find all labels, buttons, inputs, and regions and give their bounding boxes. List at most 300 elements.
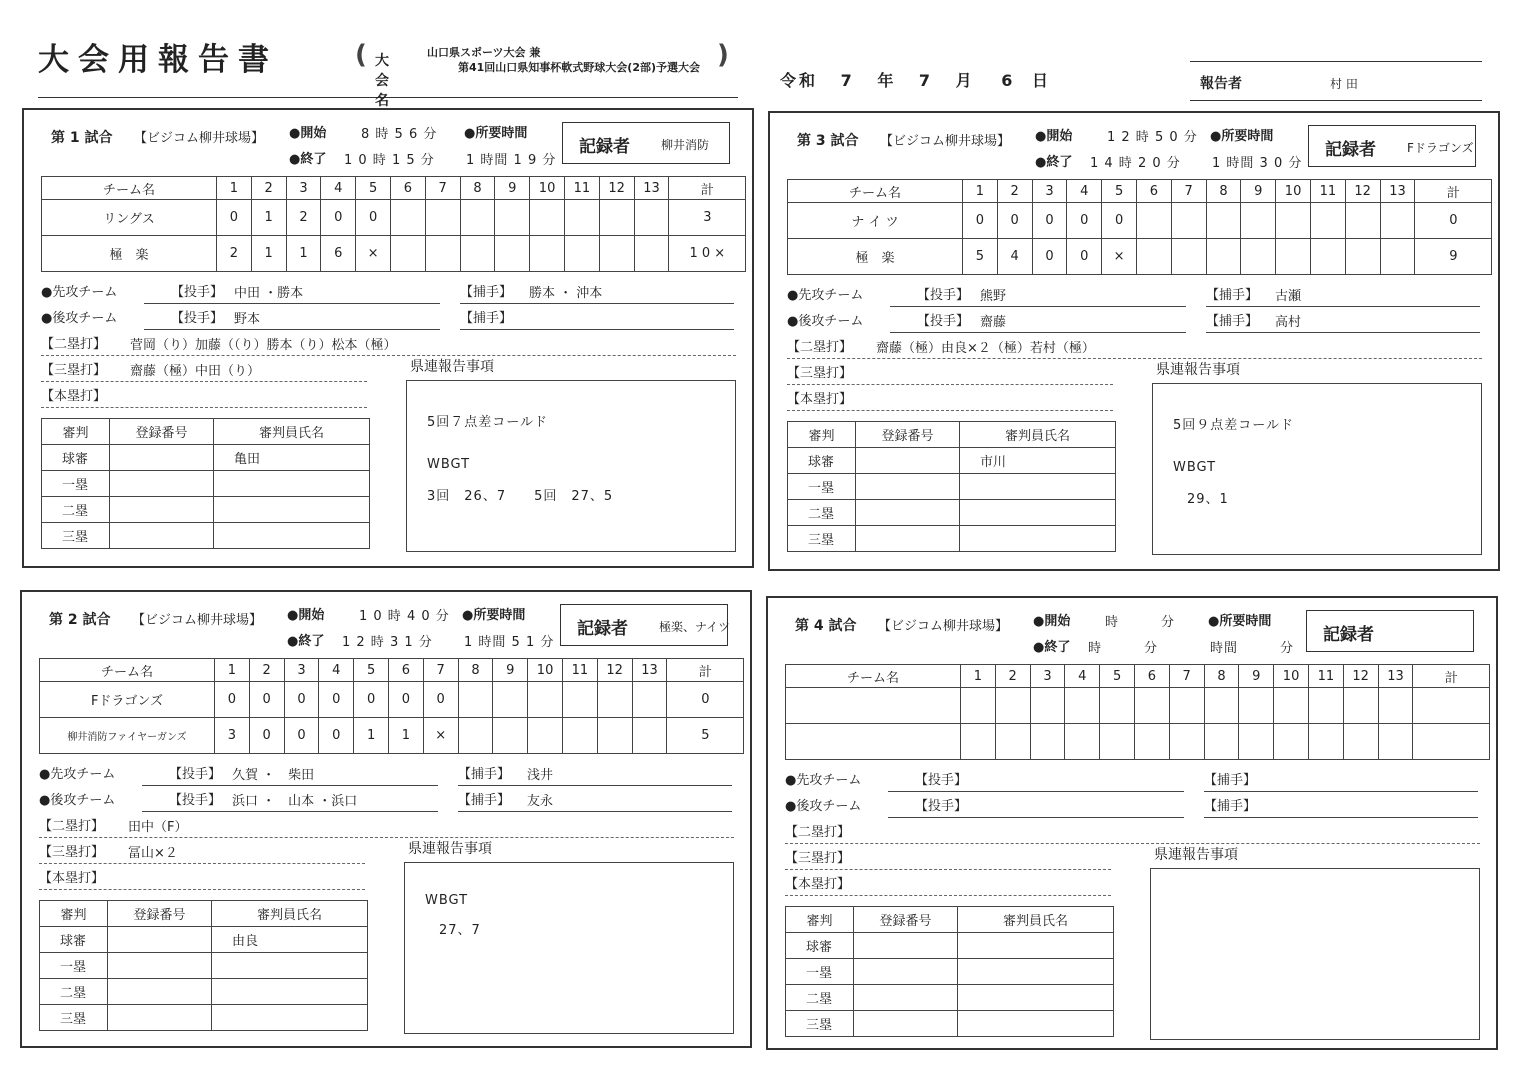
- team-name-cell: Fドラゴンズ: [40, 682, 215, 718]
- inning-header: 10: [530, 177, 565, 200]
- inning-header: 11: [1310, 180, 1345, 203]
- umpire-name-header: 審判員氏名: [960, 422, 1116, 448]
- inning-score-cell: ×: [356, 236, 391, 272]
- inning-header: 1: [217, 177, 252, 200]
- bottom-team-label: ●後攻チーム: [39, 793, 116, 808]
- table-row: [788, 474, 1116, 500]
- inning-header: 9: [1239, 665, 1274, 688]
- inning-header: 4: [1065, 665, 1100, 688]
- inning-score-cell: [961, 688, 996, 724]
- inning-header: 12: [1345, 180, 1380, 203]
- top-team-label: ●先攻チーム: [785, 773, 862, 788]
- inning-header: 1: [963, 180, 998, 203]
- inning-score-cell: [1380, 203, 1415, 239]
- top-pitcher-label: 【投手】: [915, 773, 968, 788]
- triples-label: 【三塁打】: [785, 851, 851, 866]
- team-name-cell: 極 楽: [42, 236, 217, 272]
- report-note-line: 5回９点差コールド: [1173, 418, 1295, 433]
- table-row: [40, 953, 368, 979]
- report-notes-title: 県連報告事項: [408, 841, 492, 857]
- table-row: [42, 523, 370, 549]
- bottom-pitcher-value: 浜口 ・ 山本 ・浜口: [232, 794, 358, 809]
- bottom-pitcher-value: 野本: [234, 312, 261, 327]
- inning-score-cell: [495, 236, 530, 272]
- bottom-catcher-rule: [460, 329, 734, 330]
- game-number: 第 2 試合: [49, 612, 111, 628]
- game-number: 第 3 試合: [797, 133, 859, 149]
- team-name-cell: [786, 724, 961, 760]
- top-catcher-rule: [458, 785, 732, 786]
- umpire-table: [785, 906, 1114, 1037]
- bottom-team-label: ●後攻チーム: [785, 799, 862, 814]
- umpire-name: 由良: [212, 927, 368, 953]
- inning-score-cell: [1310, 203, 1345, 239]
- total-score-cell: 9: [1415, 239, 1492, 275]
- umpire-reg-no: [854, 985, 958, 1011]
- homers-rule: [41, 407, 367, 408]
- table-row: [40, 718, 744, 754]
- umpire-header: 審判: [788, 422, 856, 448]
- date-day-unit: 日: [1031, 71, 1051, 90]
- umpire-name: [958, 933, 1114, 959]
- inning-header: 5: [354, 659, 389, 682]
- end-label: ●終了: [1035, 155, 1073, 170]
- inning-header: 5: [1102, 180, 1137, 203]
- start-time: 時 分: [1105, 615, 1176, 630]
- inning-header: 9: [493, 659, 528, 682]
- inning-score-cell: [390, 200, 425, 236]
- game-panel-3: [20, 590, 752, 1048]
- table-row: [786, 688, 1490, 724]
- table-row: [40, 927, 368, 953]
- umpire-name: [212, 953, 368, 979]
- team-name-header: チーム名: [786, 665, 961, 688]
- inning-score-cell: 0: [1032, 203, 1067, 239]
- reporter-top-rule: [1190, 61, 1482, 62]
- inning-score-cell: [599, 200, 634, 236]
- umpire-reg-no: [856, 448, 960, 474]
- inning-score-cell: [1030, 724, 1065, 760]
- umpire-name: [958, 1011, 1114, 1037]
- recorder-box: [1306, 610, 1474, 652]
- inning-score-cell: 0: [319, 718, 354, 754]
- inning-score-cell: 0: [354, 682, 389, 718]
- start-label: ●開始: [289, 126, 327, 141]
- umpire-name: [960, 500, 1116, 526]
- inning-score-cell: 0: [215, 682, 250, 718]
- umpire-position: 一塁: [786, 959, 854, 985]
- inning-score-cell: ×: [1102, 239, 1137, 275]
- homers-label: 【本塁打】: [787, 392, 853, 407]
- bottom-catcher-rule: [458, 811, 732, 812]
- inning-score-cell: [530, 236, 565, 272]
- report-note-line: 3回 26、7 5回 27、5: [427, 489, 614, 504]
- report-notes-box: [1152, 383, 1482, 555]
- date-month: 7: [918, 71, 934, 90]
- inning-header: 13: [1380, 180, 1415, 203]
- report-note-line: WBGT: [1173, 460, 1217, 475]
- umpire-position: 二塁: [786, 985, 854, 1011]
- reg-no-header: 登録番号: [854, 907, 958, 933]
- inning-score-cell: [460, 236, 495, 272]
- homers-label: 【本塁打】: [41, 389, 107, 404]
- inning-score-cell: [1343, 724, 1378, 760]
- inning-score-cell: [1378, 724, 1413, 760]
- top-catcher-value: 浅井: [527, 768, 554, 783]
- umpire-position: 一塁: [42, 471, 110, 497]
- inning-header: 2: [249, 659, 284, 682]
- inning-score-cell: [1171, 239, 1206, 275]
- table-row: [788, 239, 1492, 275]
- inning-score-cell: [564, 200, 599, 236]
- recorder-label: 記録者: [1323, 625, 1374, 645]
- inning-header: 8: [458, 659, 493, 682]
- umpire-position: 三塁: [788, 526, 856, 552]
- bottom-catcher-label: 【捕手】: [460, 311, 513, 326]
- team-name-header: チーム名: [42, 177, 217, 200]
- close-bracket-icon: ): [717, 40, 729, 70]
- date-year-unit: 年: [877, 71, 897, 90]
- inning-header: 4: [321, 177, 356, 200]
- inning-score-cell: [634, 236, 669, 272]
- inning-score-cell: [1100, 724, 1135, 760]
- total-header: 計: [1413, 665, 1490, 688]
- recorder-label: 記録者: [579, 137, 630, 157]
- umpire-name: [958, 959, 1114, 985]
- inning-header: 4: [319, 659, 354, 682]
- table-row: [40, 682, 744, 718]
- team-name-cell: [786, 688, 961, 724]
- doubles-rule: [785, 843, 1480, 844]
- inning-header: 7: [425, 177, 460, 200]
- bottom-catcher-label: 【捕手】: [1204, 799, 1257, 814]
- umpire-reg-no: [108, 927, 212, 953]
- inning-header: 8: [460, 177, 495, 200]
- inning-header: 3: [1030, 665, 1065, 688]
- inning-score-cell: [1241, 203, 1276, 239]
- doubles-label: 【二塁打】: [785, 825, 851, 840]
- inning-score-cell: 0: [321, 200, 356, 236]
- umpire-reg-no: [110, 497, 214, 523]
- table-row: [788, 500, 1116, 526]
- inning-score-cell: 0: [1102, 203, 1137, 239]
- bottom-catcher-label: 【捕手】: [458, 793, 511, 808]
- umpire-header: 審判: [40, 901, 108, 927]
- tournament-name-line2: 第41回山口県知事杯軟式野球大会(2部)予選大会: [458, 61, 701, 74]
- inning-score-cell: [1345, 239, 1380, 275]
- bottom-pitcher-rule: [142, 811, 438, 812]
- date-era: 令和: [780, 71, 819, 90]
- inning-score-cell: 0: [284, 718, 319, 754]
- duration-value: 1 時間 1 9 分: [466, 153, 557, 168]
- umpire-position: 二塁: [40, 979, 108, 1005]
- duration-label: ●所要時間: [464, 126, 528, 141]
- recorder-box: [562, 122, 730, 164]
- inning-score-cell: [597, 718, 632, 754]
- doubles-value: 菅岡（り）加藤（（り）勝本（り）松本（極）: [130, 338, 397, 353]
- homers-label: 【本塁打】: [39, 871, 105, 886]
- inning-score-cell: [1274, 724, 1309, 760]
- umpire-name: [960, 526, 1116, 552]
- top-pitcher-value: 熊野: [980, 289, 1007, 304]
- recorder-name: 柳井消防: [661, 138, 710, 152]
- inning-score-cell: 2: [217, 236, 252, 272]
- top-pitcher-rule: [890, 306, 1186, 307]
- table-row: [788, 448, 1116, 474]
- table-row: [788, 203, 1492, 239]
- start-label: ●開始: [287, 608, 325, 623]
- umpire-header: 審判: [786, 907, 854, 933]
- inning-header: 10: [1276, 180, 1311, 203]
- umpire-reg-no: [856, 526, 960, 552]
- inning-score-cell: 0: [388, 682, 423, 718]
- inning-header: 11: [1308, 665, 1343, 688]
- inning-score-cell: [1204, 724, 1239, 760]
- inning-header: 10: [1274, 665, 1309, 688]
- inning-score-cell: [1239, 724, 1274, 760]
- homers-rule: [787, 410, 1113, 411]
- umpire-position: 二塁: [788, 500, 856, 526]
- reg-no-header: 登録番号: [110, 419, 214, 445]
- inning-score-cell: [1276, 239, 1311, 275]
- bottom-pitcher-value: 齋藤: [980, 315, 1007, 330]
- report-date: [780, 68, 1051, 91]
- inning-score-cell: [1274, 688, 1309, 724]
- inning-header: 11: [562, 659, 597, 682]
- total-score-cell: 0: [1415, 203, 1492, 239]
- triples-rule: [785, 869, 1111, 870]
- inning-header: 3: [1032, 180, 1067, 203]
- reporter-name: 村 田: [1330, 77, 1358, 91]
- reporter-bottom-rule: [1190, 100, 1482, 101]
- doubles-rule: [39, 837, 734, 838]
- inning-score-cell: [425, 200, 460, 236]
- game-number: 第 1 試合: [51, 130, 113, 146]
- report-note-line: 5回７点差コールド: [427, 415, 549, 430]
- umpire-position: 二塁: [42, 497, 110, 523]
- bottom-pitcher-label: 【投手】: [169, 793, 222, 808]
- inning-score-cell: 5: [963, 239, 998, 275]
- inning-score-cell: [495, 200, 530, 236]
- tournament-label: 大会名: [375, 53, 389, 109]
- inning-score-cell: [995, 688, 1030, 724]
- inning-header: 6: [1136, 180, 1171, 203]
- inning-score-cell: [528, 718, 563, 754]
- inning-score-cell: [1378, 688, 1413, 724]
- end-time: 1 4 時 2 0 分: [1090, 156, 1181, 171]
- table-row: [788, 526, 1116, 552]
- inning-score-cell: [493, 718, 528, 754]
- game-venue: 【ビジコム柳井球場】: [880, 134, 1011, 149]
- umpire-position: 一塁: [40, 953, 108, 979]
- report-title: 大会用報告書: [38, 42, 278, 78]
- table-row: [40, 1005, 368, 1031]
- triples-label: 【三塁打】: [41, 363, 107, 378]
- umpire-header: 審判: [42, 419, 110, 445]
- game-venue: 【ビジコム柳井球場】: [132, 613, 263, 628]
- triples-rule: [39, 863, 365, 864]
- game-panel-1: [22, 108, 754, 568]
- bottom-team-label: ●後攻チーム: [787, 314, 864, 329]
- inning-score-cell: [1169, 688, 1204, 724]
- umpire-name: [214, 523, 370, 549]
- umpire-name: 亀田: [214, 445, 370, 471]
- top-pitcher-label: 【投手】: [171, 285, 224, 300]
- top-catcher-label: 【捕手】: [458, 767, 511, 782]
- report-note-line: 27、7: [425, 923, 481, 938]
- doubles-label: 【二塁打】: [41, 337, 107, 352]
- inning-score-cell: [1241, 239, 1276, 275]
- table-row: [786, 959, 1114, 985]
- reporter-label: 報告者: [1200, 76, 1242, 92]
- total-header: 計: [1415, 180, 1492, 203]
- triples-label: 【三塁打】: [787, 366, 853, 381]
- inning-score-cell: [634, 200, 669, 236]
- umpire-reg-no: [854, 1011, 958, 1037]
- report-notes-box: [404, 862, 734, 1034]
- top-catcher-label: 【捕手】: [1206, 288, 1259, 303]
- umpire-position: 三塁: [40, 1005, 108, 1031]
- inning-score-cell: [1169, 724, 1204, 760]
- homers-label: 【本塁打】: [785, 877, 851, 892]
- inning-score-cell: 0: [356, 200, 391, 236]
- tournament-name-line1: 山口県スポーツ大会 兼: [427, 46, 541, 59]
- recorder-label: 記録者: [577, 619, 628, 639]
- umpire-reg-no: [108, 953, 212, 979]
- inning-header: 6: [1134, 665, 1169, 688]
- inning-header: 8: [1204, 665, 1239, 688]
- inning-score-cell: [1030, 688, 1065, 724]
- umpire-position: 球審: [788, 448, 856, 474]
- bottom-catcher-label: 【捕手】: [1206, 314, 1259, 329]
- recorder-box: [560, 604, 731, 646]
- duration-value: 1 時間 5 1 分: [464, 635, 555, 650]
- inning-score-cell: [1065, 724, 1100, 760]
- start-time: 1 2 時 5 0 分: [1107, 130, 1198, 145]
- inning-header: 9: [495, 177, 530, 200]
- bottom-catcher-rule: [1206, 332, 1480, 333]
- top-pitcher-rule: [888, 791, 1184, 792]
- total-score-cell: 1 0 ×: [669, 236, 746, 272]
- table-row: [786, 724, 1490, 760]
- homers-rule: [39, 889, 365, 890]
- doubles-rule: [787, 358, 1482, 359]
- table-row: [40, 979, 368, 1005]
- table-row: [42, 236, 746, 272]
- top-pitcher-rule: [142, 785, 438, 786]
- bottom-catcher-rule: [1204, 817, 1478, 818]
- inning-score-cell: [961, 724, 996, 760]
- recorder-name: 極楽、ナイツ: [659, 620, 731, 634]
- inning-score-cell: 0: [319, 682, 354, 718]
- inning-score-cell: 3: [215, 718, 250, 754]
- inning-header: 10: [528, 659, 563, 682]
- inning-score-cell: [1239, 688, 1274, 724]
- report-note-line: WBGT: [427, 457, 471, 472]
- umpire-position: 三塁: [786, 1011, 854, 1037]
- start-label: ●開始: [1035, 129, 1073, 144]
- inning-score-cell: [562, 682, 597, 718]
- doubles-label: 【二塁打】: [787, 340, 853, 355]
- top-catcher-value: 勝本 ・ 沖本: [529, 286, 603, 301]
- triples-value: 齋藤（極）中田（り）: [130, 364, 261, 379]
- inning-header: 13: [632, 659, 667, 682]
- inning-score-cell: 0: [284, 682, 319, 718]
- umpire-position: 三塁: [42, 523, 110, 549]
- inning-score-cell: [530, 200, 565, 236]
- team-name-header: チーム名: [40, 659, 215, 682]
- umpire-name: [960, 474, 1116, 500]
- end-label: ●終了: [287, 634, 325, 649]
- inning-score-cell: [425, 236, 460, 272]
- report-note-line: 29、1: [1173, 492, 1229, 507]
- bottom-pitcher-rule: [144, 329, 440, 330]
- inning-score-cell: 0: [1032, 239, 1067, 275]
- inning-header: 7: [423, 659, 458, 682]
- inning-header: 13: [634, 177, 669, 200]
- duration-label: ●所要時間: [1208, 614, 1272, 629]
- inning-score-cell: [1204, 688, 1239, 724]
- inning-header: 2: [995, 665, 1030, 688]
- table-row: [42, 200, 746, 236]
- total-score-cell: 5: [667, 718, 744, 754]
- table-row: [786, 1011, 1114, 1037]
- umpire-reg-no: [856, 474, 960, 500]
- inning-header: 9: [1241, 180, 1276, 203]
- inning-score-cell: [460, 200, 495, 236]
- inning-score-cell: 1: [354, 718, 389, 754]
- total-score-cell: 3: [669, 200, 746, 236]
- umpire-table: [41, 418, 370, 549]
- inning-header: 4: [1067, 180, 1102, 203]
- game-panel-2: [768, 111, 1500, 571]
- bottom-pitcher-rule: [888, 817, 1184, 818]
- umpire-reg-no: [110, 445, 214, 471]
- inning-score-cell: [1065, 688, 1100, 724]
- umpire-name-header: 審判員氏名: [958, 907, 1114, 933]
- report-notes-title: 県連報告事項: [410, 359, 494, 375]
- inning-score-cell: [1276, 203, 1311, 239]
- umpire-table: [39, 900, 368, 1031]
- inning-header: 6: [388, 659, 423, 682]
- inning-score-cell: 0: [249, 718, 284, 754]
- duration-label: ●所要時間: [1210, 129, 1274, 144]
- triples-rule: [41, 381, 367, 382]
- line-score-table: [41, 176, 746, 272]
- team-name-cell: 柳井消防ファイヤーガンズ: [40, 718, 215, 754]
- game-number: 第 4 試合: [795, 618, 857, 634]
- doubles-value: 齋藤（極）由良×２（極）若村（極）: [876, 341, 1095, 356]
- team-name-header: チーム名: [788, 180, 963, 203]
- inning-score-cell: 1: [388, 718, 423, 754]
- line-score-table: [785, 664, 1490, 760]
- inning-score-cell: [390, 236, 425, 272]
- inning-score-cell: [597, 682, 632, 718]
- game-venue: 【ビジコム柳井球場】: [878, 619, 1009, 634]
- inning-header: 3: [284, 659, 319, 682]
- total-score-cell: [1413, 688, 1490, 724]
- team-name-cell: ナ イ ツ: [788, 203, 963, 239]
- umpire-reg-no: [108, 1005, 212, 1031]
- umpire-name-header: 審判員氏名: [214, 419, 370, 445]
- umpire-name: [214, 471, 370, 497]
- inning-header: 12: [597, 659, 632, 682]
- umpire-name: [212, 979, 368, 1005]
- inning-score-cell: ×: [423, 718, 458, 754]
- umpire-reg-no: [856, 500, 960, 526]
- top-team-label: ●先攻チーム: [41, 285, 118, 300]
- total-score-cell: [1413, 724, 1490, 760]
